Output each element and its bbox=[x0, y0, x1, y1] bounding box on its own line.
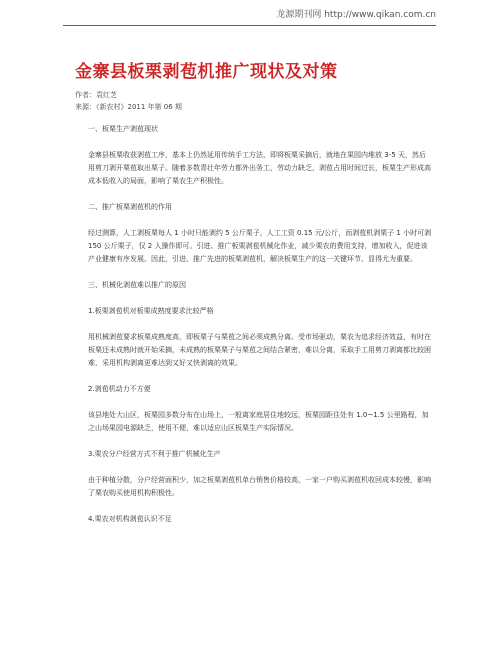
body-paragraph: 金寨县板栗收获剥苞工序，基本上仍然延用传统手工方法，即将板栗采摘后，就地在果园内堆放 3-5 天，然后用剪刀剥开栗苞取出栗子。随着多数青壮年劳力都外出务工，劳动力缺乏，剥苞占用时间过长，板栗生产形成高成本低收入的局面，影响了栗农生产积极性。 bbox=[88, 151, 431, 185]
subsection-heading: 1.板栗剥苞机对板栗成熟度要求比较严格 bbox=[88, 307, 214, 315]
article-title: 金寨县板栗剥苞机推广现状及对策 bbox=[75, 62, 338, 82]
body-paragraph: 经过测算，人工剥板栗每人 1 小时只能剥约 5 公斤栗子，人工工资 0.15 元/公斤，而剥苞机剥栗子 1 小时可剥 150 公斤栗子，仅 2 人操作即可。引进、推广板栗剥苞机械化作业，减少栗农的费用支持，增加收入，促进该产业健康有序发展。因此，引进、推广先进的板栗剥苞机，解决板栗生产的这一关键环节、显得尤为重要。 bbox=[88, 229, 432, 263]
site-header: 龙源期刊网 http://www.qikan.com.cn bbox=[276, 10, 436, 20]
section-heading: 一、板栗生产剥苞现状 bbox=[88, 125, 158, 133]
body-paragraph: 由于种植分散，分户经营面积少，加之板栗剥苞机单台销售价格较高，一家一户购买剥苞机收回成本较慢，影响了栗农购买使用机构积极性。 bbox=[88, 476, 431, 497]
body-paragraph: 用机械剥苞要求板栗成熟度高，即板栗子与栗苞之间必须成熟分离。受市场驱动，栗农为追求经济效益，有时在板栗还未成熟时就开始采摘，未成熟的板栗栗子与栗苞之间结合紧密，难以分离，采取手工用剪刀剥离都比较困难，采用机构剥离更难达到又好又快剥离的效果。 bbox=[88, 333, 431, 367]
article-source: 来源：《新农村》2011 年第 06 期 bbox=[75, 103, 182, 111]
subsection-heading: 4.栗农对机构剥苞认识不足 bbox=[88, 515, 172, 523]
article-author: 作者：袁红芝 bbox=[75, 91, 117, 99]
section-heading: 三、机械化剥苞难以推广的原因 bbox=[88, 281, 186, 289]
section-heading: 二、推广板栗剥苞机的作用 bbox=[88, 203, 172, 211]
subsection-heading: 2.剥苞机动力不方便 bbox=[88, 385, 151, 393]
subsection-heading: 3.栗农分户经营方式不利于推广机械化生产 bbox=[88, 450, 221, 458]
article-body bbox=[88, 123, 432, 539]
body-paragraph: 该县地处大山区，板栗园多数分布在山场上，一般离家庭居住地较远，板栗园距住处有 1.0~1.5 公里路程，加之山场果园电源缺乏，使用不便，难以适应山区板栗生产实际情况。 bbox=[88, 411, 429, 432]
header-divider bbox=[63, 25, 436, 26]
